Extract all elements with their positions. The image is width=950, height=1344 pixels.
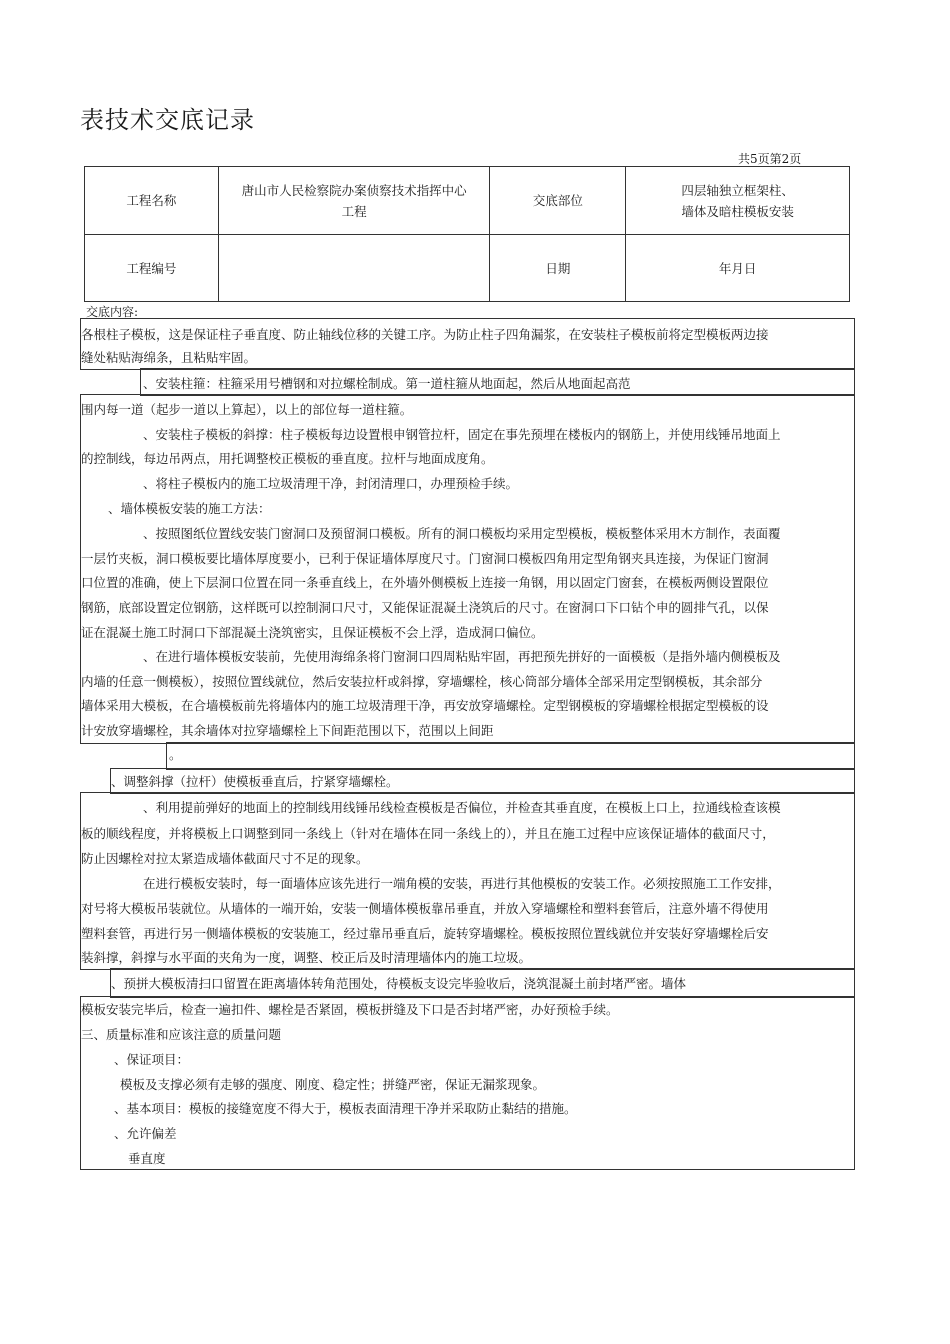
content-line: 、预拼大模板清扫口留置在距离墙体转角范围处，待模板支设完毕验收后，浇筑混凝土前封堵严密。墙体 xyxy=(111,976,687,991)
date-value: 年月日 xyxy=(626,235,850,302)
project-name-line2: 工程 xyxy=(341,203,367,219)
content-line: 钢筋，底部设置定位钢筋，这样既可以控制洞口尺寸，又能保证混凝土浇筑后的尺寸。在窗洞口下口钻个申的圆排气孔，以保 xyxy=(81,600,769,615)
project-name-line1: 唐山市人民检察院办案侦察技术指挥中心 xyxy=(241,182,467,198)
content-line: 墙体采用大模板，在合墙模板前先将墙体内的施工垃圾清理干净，再安放穿墙螺栓。定型钢模板的穿墙螺栓根据定型模板的设 xyxy=(81,698,769,713)
content-line: 围内每一道（起步一道以上算起），以上的部位每一道柱箍。 xyxy=(81,402,413,417)
disclosure-part-line2: 墙体及暗柱模板安装 xyxy=(681,203,794,219)
content-label: 交底内容: xyxy=(86,305,139,319)
content-line: 、在进行墙体模板安装前，先使用海绵条将门窗洞口四周粘贴牢固，再把预先拼好的一面模板（是指外墙内侧模板及 xyxy=(143,649,781,664)
content-line: 三、质量标准和应该注意的质量问题 xyxy=(81,1027,282,1042)
project-number-value xyxy=(218,235,490,302)
content-line: 、利用提前弹好的地面上的控制线用线锤吊线检查模板是否偏位，并检查其垂直度，在模板上口上，拉通线检查该模 xyxy=(143,800,781,815)
content-line: 板的顺线程度，并将模板上口调整到同一条线上（针对在墙体在同一条线上的），并且在施工过程中应该保证墙体的截面尺寸， xyxy=(81,826,775,841)
content-line: 对号将大模板吊装就位。从墙体的一端开始，安装一侧墙体模板靠吊垂直，并放入穿墙螺栓和塑料套管后，注意外墙不得使用 xyxy=(81,901,769,916)
page-counter: 共5页第2页 xyxy=(738,152,802,166)
content-line: 的控制线，每边吊两点，用托调整校正模板的垂直度。拉杆与地面成度角。 xyxy=(81,451,494,466)
content-line: 、保证项目： xyxy=(114,1052,190,1067)
content-line: 垂直度 xyxy=(128,1151,166,1166)
disclosure-part-cell xyxy=(626,167,850,235)
content-line: 模板安装完毕后，检查一遍扣件、螺栓是否紧固，模板拼缝及下口是否封堵严密，办好预检手续。 xyxy=(81,1002,619,1017)
content-line: 。 xyxy=(169,747,182,762)
content-box-3 xyxy=(80,394,855,744)
project-number-label: 工程编号 xyxy=(85,235,219,302)
content-line: 、安装柱子模板的斜撑：柱子模板每边设置根申钢管拉杆，固定在事先预埋在楼板内的钢筋上，并使用线锤吊地面上 xyxy=(143,427,781,442)
content-line: 防止因螺栓对拉太紧造成墙体截面尺寸不足的现象。 xyxy=(81,851,369,866)
content-line: 缝处粘贴海绵条，且粘贴牢固。 xyxy=(81,350,257,365)
disclosure-part-line1: 四层轴独立框架柱、 xyxy=(681,182,794,198)
project-name-cell xyxy=(218,167,490,235)
content-line: 一层竹夹板，洞口模板要比墙体厚度要小，已利于保证墙体厚度尺寸。门窗洞口模板四角用定型角钢夹具连接，为保证门窗洞 xyxy=(81,551,769,566)
content-line: 、墙体模板安装的施工方法： xyxy=(108,501,271,516)
content-line: 在进行模板安装时，每一面墙体应该先进行一端角模的安装，再进行其他模板的安装工作。必须按照施工工作安排， xyxy=(143,876,781,891)
content-box-4 xyxy=(166,742,855,770)
content-line: 各根柱子模板，这是保证柱子垂直度、防止轴线位移的关键工序。为防止柱子四角漏浆，在安装柱子模板前将定型模板两边接 xyxy=(81,327,769,342)
content-line: 、安装柱箍：柱箍采用号槽钢和对拉螺栓制成。第一道柱箍从地面起，然后从地面起高范 xyxy=(143,376,631,391)
date-label: 日期 xyxy=(490,235,626,302)
content-line: 计安放穿墙螺栓，其余墙体对拉穿墙螺栓上下间距范围以下，范围以上间距 xyxy=(81,723,494,738)
content-line: 、允许偏差 xyxy=(114,1126,177,1141)
content-line: 模板及支撑必须有走够的强度、刚度、稳定性；拼缝严密，保证无漏浆现象。 xyxy=(120,1077,546,1092)
content-line: 、将柱子模板内的施工垃圾清理干净，封闭清理口，办理预检手续。 xyxy=(143,476,519,491)
content-line: 证在混凝土施工时洞口下部混凝土浇筑密实，且保证模板不会上浮，造成洞口偏位。 xyxy=(81,625,544,640)
header-table xyxy=(84,166,850,302)
document-title: 表技术交底记录 xyxy=(80,106,255,134)
project-name-label: 工程名称 xyxy=(85,167,219,235)
content-line: 塑料套管，再进行另一侧墙体模板的安装施工，经过靠吊垂直后，旋转穿墙螺栓。模板按照位置线就位并安装好穿墙螺栓后安 xyxy=(81,926,769,941)
content-line: 、调整斜撑（拉杆）使模板垂直后，拧紧穿墙螺栓。 xyxy=(111,774,399,789)
content-line: 、按照图纸位置线安装门窗洞口及预留洞口模板。所有的洞口模板均采用定型模板，模板整体采用木方制作，表面覆 xyxy=(143,526,781,541)
disclosure-part-label: 交底部位 xyxy=(490,167,626,235)
content-line: 、基本项目：模板的接缝宽度不得大于，模板表面清理干净并采取防止黏结的措施。 xyxy=(114,1101,577,1116)
content-line: 装斜撑，斜撑与水平面的夹角为一度，调整、校正后及时清理墙体内的施工垃圾。 xyxy=(81,950,532,965)
content-line: 口位置的准确，使上下层洞口位置在同一条垂直线上，在外墙外侧模板上连接一角钢，用以固定门窗套，在模板两侧设置限位 xyxy=(81,575,769,590)
content-line: 内墙的任意一侧模板），按照位置线就位，然后安装拉杆或斜撑，穿墙螺栓，核心筒部分墙体全部采用定型钢模板，其余部分 xyxy=(81,674,763,689)
